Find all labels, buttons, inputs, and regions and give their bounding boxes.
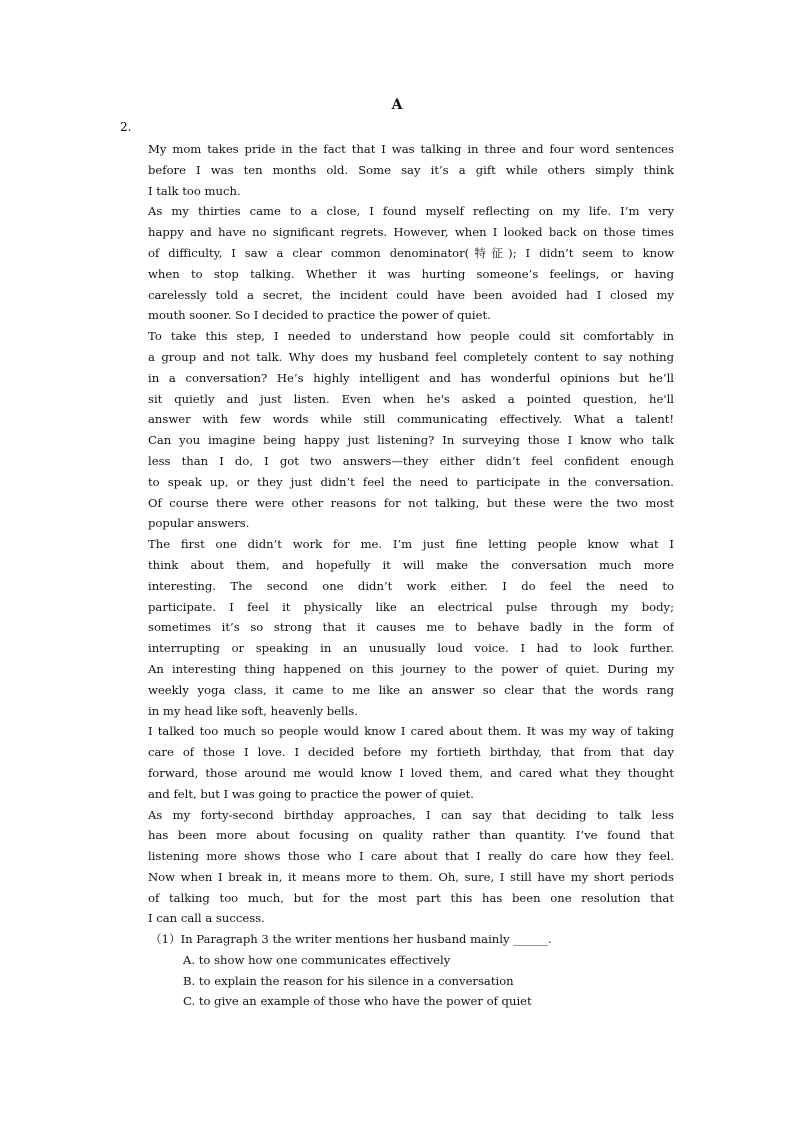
passage-line: happy and have no significant regrets. However, when I looked back on those times: [148, 225, 674, 240]
question-number: 2.: [120, 120, 132, 134]
passage-line: mouth sooner. So I decided to practice the power of quiet.: [148, 308, 491, 323]
passage-line: forward, those around me would know I loved them, and cared what they thought: [148, 765, 674, 780]
passage-line: before I was ten months old. Some say it’s a gift while others simply think: [148, 162, 674, 177]
passage-line: of talking too much, but for the most part this has been one resolution that: [148, 890, 674, 905]
passage-line: care of those I love. I decided before my fortieth birthday, that from that day: [148, 745, 674, 760]
passage-line: when to stop talking. Whether it was hurting someone’s feelings, or having: [148, 266, 674, 281]
option-c: C. to give an example of those who have the power of quiet: [183, 994, 532, 1009]
question-block: [150, 929, 710, 1012]
passage-line: listening more shows those who I care about that I really do care how they feel.: [148, 849, 674, 864]
passage-line: in my head like soft, heavenly bells.: [148, 703, 359, 718]
question-stem: （1）In Paragraph 3 the writer mentions her husband mainly ______.: [150, 932, 552, 946]
passage-line: I talk too much.: [148, 183, 241, 198]
passage-line: I talked too much so people would know I cared about them. It was my way of taking: [148, 724, 674, 739]
option-b: B. to explain the reason for his silence in a conversation: [183, 973, 514, 988]
passage-line: I can call a success.: [148, 911, 265, 926]
passage-line: answer with few words while still communicating effectively. What a talent!: [148, 412, 674, 427]
passage-line: in a conversation? He’s highly intelligent and has wonderful opinions but he’ll: [148, 370, 674, 385]
passage-line: of difficulty, I saw a clear common denominator(特征); I didn’t seem to know: [148, 245, 674, 260]
passage-line: An interesting thing happened on this journey to the power of quiet. During my: [148, 661, 674, 676]
passage-line: and felt, but I was going to practice the power of quiet.: [148, 786, 474, 801]
passage-line: Of course there were other reasons for not talking, but these were the two most: [148, 495, 674, 510]
passage-line: interrupting or speaking in an unusually loud voice. I had to look further.: [148, 641, 674, 656]
reading-passage: [148, 139, 674, 929]
passage-line: As my thirties came to a close, I found myself reflecting on my life. I’m very: [148, 204, 674, 219]
passage-line: a group and not talk. Why does my husband feel completely content to say nothing: [148, 349, 674, 364]
passage-line: To take this step, I needed to understand how people could sit comfortably in: [148, 329, 674, 344]
passage-line: My mom takes pride in the fact that I was talking in three and four word sentences: [148, 142, 674, 156]
passage-line: popular answers.: [148, 516, 250, 531]
passage-line: think about them, and hopefully it will make the conversation much more: [148, 557, 674, 572]
passage-line: less than I do, I got two answers—they either didn’t feel confident enough: [148, 453, 674, 468]
passage-line: has been more about focusing on quality rather than quantity. I’ve found that: [148, 828, 674, 843]
passage-line: Can you imagine being happy just listening? In surveying those I know who talk: [148, 433, 674, 448]
option-a: A. to show how one communicates effectively: [183, 952, 451, 967]
passage-line: The first one didn’t work for me. I’m just fine letting people know what I: [148, 537, 674, 552]
passage-line: interesting. The second one didn’t work either. I do feel the need to: [148, 578, 674, 593]
passage-line: carelessly told a secret, the incident could have been avoided had I closed my: [148, 287, 674, 302]
passage-line: Now when I break in, it means more to them. Oh, sure, I still have my short periods: [148, 869, 674, 884]
passage-line: to speak up, or they just didn’t feel the need to participate in the conversation.: [148, 474, 674, 489]
passage-line: weekly yoga class, it came to me like an answer so clear that the words rang: [148, 682, 674, 697]
passage-line: sit quietly and just listen. Even when he's asked a pointed question, he'll: [148, 391, 674, 406]
passage-line: As my forty-second birthday approaches, I can say that deciding to talk less: [148, 807, 674, 822]
section-title: A: [391, 97, 403, 113]
passage-line: participate. I feel it physically like an electrical pulse through my body;: [148, 599, 674, 614]
passage-line: sometimes it’s so strong that it causes me to behave badly in the form of: [148, 620, 674, 635]
